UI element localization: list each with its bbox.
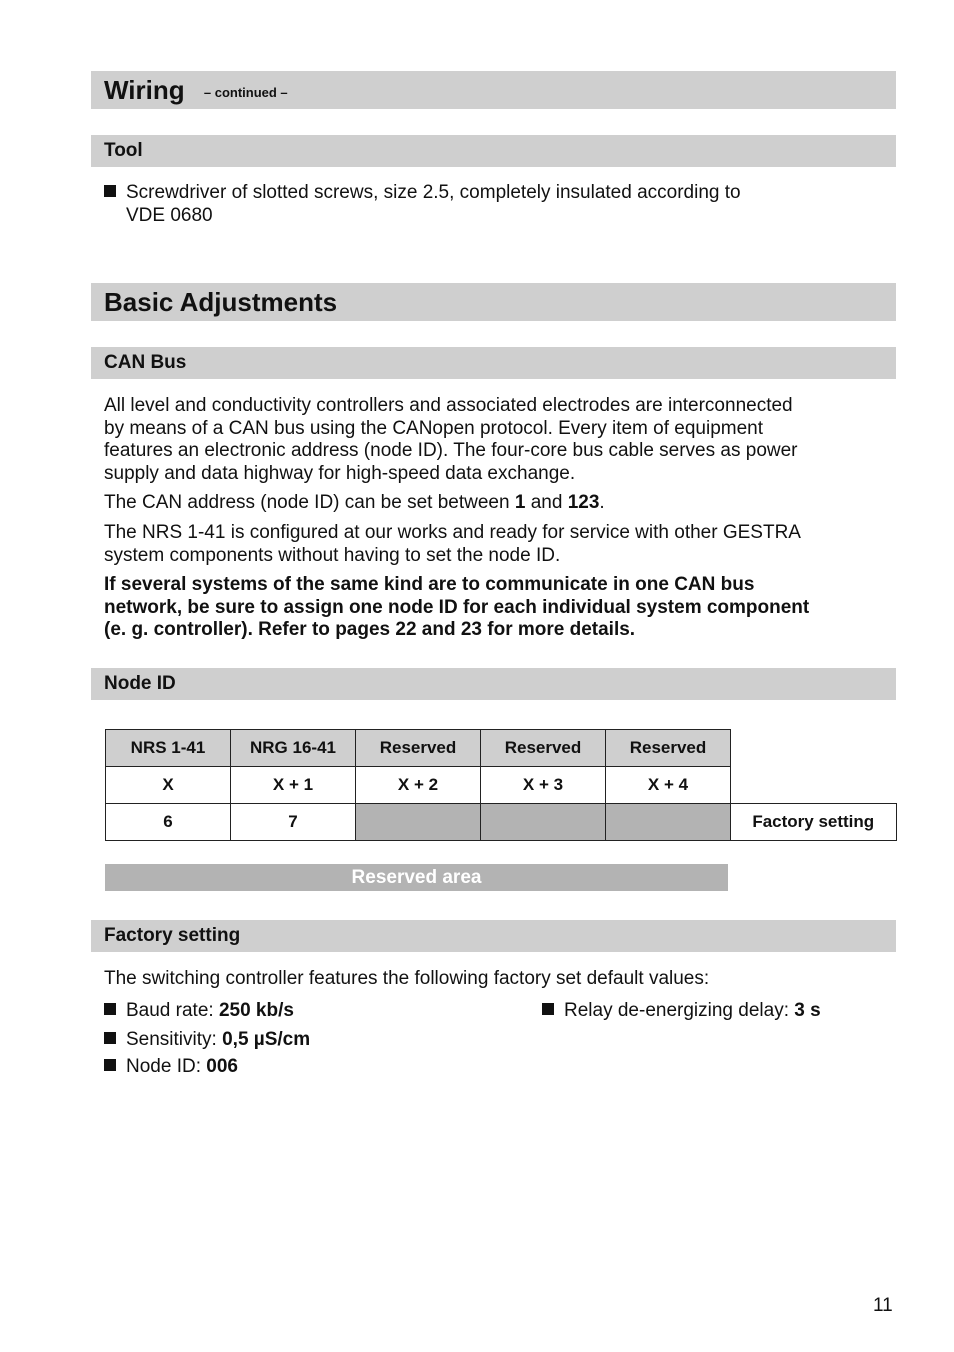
section-heading-wiring [91, 71, 896, 109]
wiring-continued: – continued – [203, 85, 288, 100]
reserved-cell [356, 804, 481, 841]
factory-intro: The switching controller features the following factory set default values: [104, 968, 710, 989]
table-cell: X + 3 [481, 767, 606, 804]
table-header-cell: NRS 1-41 [106, 730, 231, 767]
bullet-square-icon [104, 1003, 116, 1015]
can-bus-warning: If several systems of the same kind are to communicate in one CAN bus network, be sure to assign one node ID for each individual system component (e. g. controller). Refer to pages 22 and 23 for more details. [104, 574, 810, 641]
table-cell: 7 [231, 804, 356, 841]
table-row-factory [106, 804, 897, 841]
reserved-cell [606, 804, 731, 841]
table-header-cell: NRG 16-41 [231, 730, 356, 767]
bullet-square-icon [104, 1059, 116, 1071]
factory-setting-label-cell: Factory setting [731, 804, 897, 841]
wiring-title: Wiring [104, 75, 185, 105]
list-item-relay-delay: Relay de-energizing delay: 3 s [542, 1000, 821, 1023]
tool-bullet: Screwdriver of slotted screws, size 2.5, completely insulated according to VDE 0680 [104, 182, 894, 227]
table-header-cell: Reserved [356, 730, 481, 767]
bullet-square-icon [104, 1032, 116, 1044]
page-number: 11 [873, 1295, 893, 1316]
reserved-cell [481, 804, 606, 841]
subheading-tool: Tool [91, 135, 896, 167]
list-item-node-id: Node ID: 006 [104, 1056, 238, 1079]
can-bus-paragraph-2: The CAN address (node ID) can be set between 1 and 123. [104, 492, 605, 513]
subheading-node-id: Node ID [91, 668, 896, 700]
table-header-cell: Reserved [606, 730, 731, 767]
table-header-cell: Reserved [481, 730, 606, 767]
table-cell: X + 1 [231, 767, 356, 804]
table-row [106, 767, 897, 804]
bullet-square-icon [104, 185, 116, 197]
section-heading-basic-adjustments: Basic Adjustments [91, 283, 896, 321]
table-header-row [106, 730, 897, 767]
subheading-factory-setting: Factory setting [91, 920, 896, 952]
list-item-sensitivity: Sensitivity: 0,5 µS/cm [104, 1029, 310, 1052]
subheading-can-bus: CAN Bus [91, 347, 896, 379]
table-cell: 6 [106, 804, 231, 841]
table-cell: X + 4 [606, 767, 731, 804]
table-cell: X [106, 767, 231, 804]
reserved-area-band: Reserved area [105, 864, 728, 891]
can-bus-paragraph-1: All level and conductivity controllers and associated electrodes are interconnected by means of a CAN bus using the CANopen protocol. Every item of equipment features an electronic address (node ID). The four-core bus cable serves as power supply and data highway for high-speed data exchange. [104, 395, 798, 485]
node-id-table [105, 729, 897, 841]
bullet-square-icon [542, 1003, 554, 1015]
list-item-baud-rate: Baud rate: 250 kb/s [104, 1000, 294, 1023]
table-cell: X + 2 [356, 767, 481, 804]
can-bus-paragraph-3: The NRS 1-41 is configured at our works and ready for service with other GESTRA system components without having to set the node ID. [104, 522, 801, 566]
